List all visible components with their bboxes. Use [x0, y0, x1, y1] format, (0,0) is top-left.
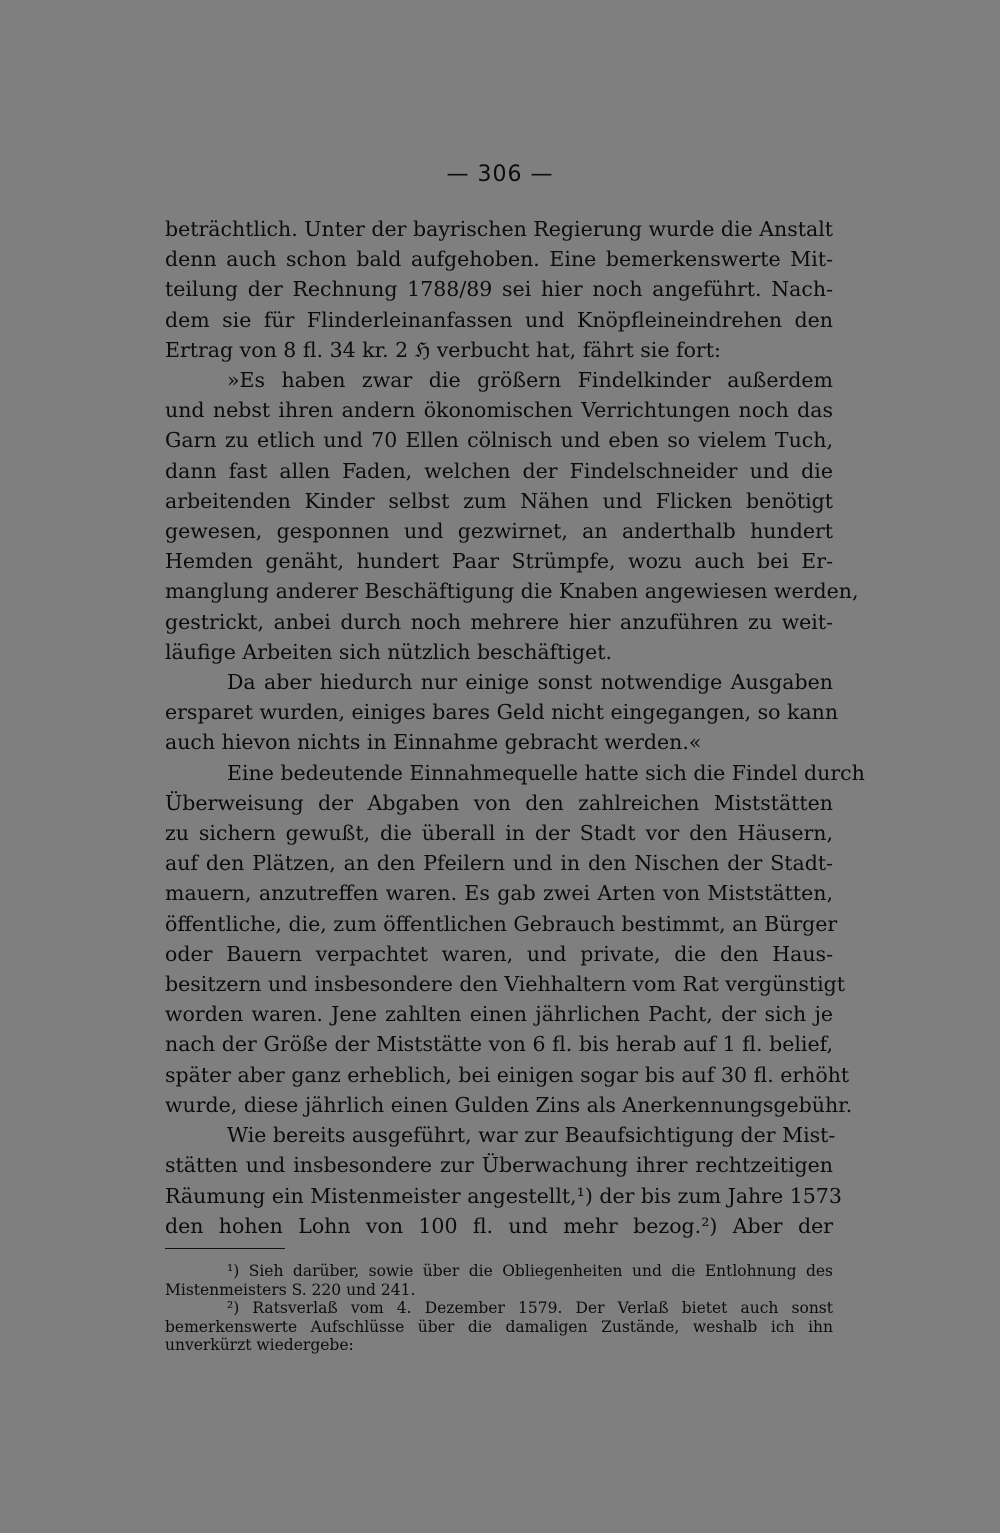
- footnote-divider: [165, 1248, 285, 1249]
- quote-line: arbeitenden Kinder selbst zum Nähen und Flicken benötigt: [165, 488, 833, 513]
- text-line: öffentliche, die, zum öffentlichen Gebrauch bestimmt, an Bürger: [165, 911, 838, 936]
- text-line: später aber ganz erheblich, bei einigen sogar bis auf 30 fl. erhöht: [165, 1062, 850, 1087]
- text-line: Wie bereits ausgeführt, war zur Beaufsichtigung der Mist-: [227, 1123, 836, 1148]
- text-line: auf den Plätzen, an den Pfeilern und in den Nischen der Stadt-: [165, 851, 833, 876]
- text-line: zu sichern gewußt, die überall in der Stadt vor den Häusern,: [165, 821, 833, 846]
- quote-line: Da aber hiedurch nur einige sonst notwendige Ausgaben: [227, 670, 833, 695]
- footnote-line: ¹) Sieh darüber, sowie über die Obliegenheiten und die Entlohnung des: [227, 1262, 833, 1280]
- text-line: Eine bedeutende Einnahmequelle hatte sich die Findel durch: [227, 760, 865, 785]
- text-line: wurde, diese jährlich einen Gulden Zins als Anerkennungsgebühr.: [165, 1092, 853, 1117]
- text-line: den hohen Lohn von 100 fl. und mehr bezog.²) Aber der: [165, 1213, 833, 1238]
- quote-line: auch hievon nichts in Einnahme gebracht werden.«: [165, 730, 702, 755]
- text-line: besitzern und insbesondere den Viehhaltern vom Rat vergünstigt: [165, 972, 846, 997]
- text-line: denn auch schon bald aufgehoben. Eine bemerkenswerte Mit-: [165, 247, 833, 272]
- text-line: mauern, anzutreffen waren. Es gab zwei Arten von Miststätten,: [165, 881, 833, 906]
- page-number: — 306 —: [446, 162, 554, 187]
- quote-line: ersparet wurden, einiges bares Geld nicht eingegangen, so kann: [165, 700, 839, 725]
- quote-line: gewesen, gesponnen und gezwirnet, an anderthalb hundert: [165, 519, 833, 544]
- text-line: stätten und insbesondere zur Überwachung ihrer rechtzeitigen: [165, 1153, 833, 1178]
- text-line: Ertrag von 8 fl. 34 kr. 2 ℌ verbucht hat, fährt sie fort:: [165, 337, 721, 362]
- quote-line: »Es haben zwar die größern Findelkinder außerdem: [227, 368, 833, 393]
- footnote-line: ²) Ratsverlaß vom 4. Dezember 1579. Der Verlaß bietet auch sonst: [227, 1299, 833, 1317]
- footnote-line: Mistenmeisters S. 220 und 241.: [165, 1280, 416, 1299]
- text-line: teilung der Rechnung 1788/89 sei hier noch angeführt. Nach-: [165, 277, 833, 302]
- quote-line: dann fast allen Faden, welchen der Findelschneider und die: [165, 458, 833, 483]
- text-line: worden waren. Jene zahlten einen jährlichen Pacht, der sich je: [165, 1002, 833, 1027]
- text-line: oder Bauern verpachtet waren, und private, die den Haus-: [165, 941, 833, 966]
- quote-line: manglung anderer Beschäftigung die Knaben angewiesen werden,: [165, 579, 859, 604]
- quote-line: Garn zu etlich und 70 Ellen cölnisch und eben so vielem Tuch,: [165, 428, 833, 453]
- quote-line: gestrickt, anbei durch noch mehrere hier anzuführen zu weit-: [165, 609, 833, 634]
- text-line: nach der Größe der Miststätte von 6 fl. bis herab auf 1 fl. belief,: [165, 1032, 833, 1057]
- text-line: beträchtlich. Unter der bayrischen Regierung wurde die Anstalt: [165, 217, 833, 241]
- quote-line: und nebst ihren andern ökonomischen Verrichtungen noch das: [165, 398, 833, 423]
- text-line: dem sie für Flinderleinanfassen und Knöpfleineindrehen den: [165, 307, 833, 332]
- quote-line: läufige Arbeiten sich nützlich beschäftiget.: [165, 639, 613, 664]
- quote-line: Hemden genäht, hundert Paar Strümpfe, wozu auch bei Er-: [165, 549, 833, 574]
- body-text: [165, 214, 865, 1241]
- text-line: Räumung ein Mistenmeister angestellt,¹) der bis zum Jahre 1573: [165, 1183, 842, 1208]
- footnote-line: bemerkenswerte Aufschlüsse über die damaligen Zustände, weshalb ich ihn: [165, 1317, 833, 1336]
- footnotes: [165, 1262, 833, 1355]
- footnote-line: unverkürzt wiedergebe:: [165, 1336, 354, 1354]
- text-line: Überweisung der Abgaben von den zahlreichen Miststätten: [165, 790, 833, 815]
